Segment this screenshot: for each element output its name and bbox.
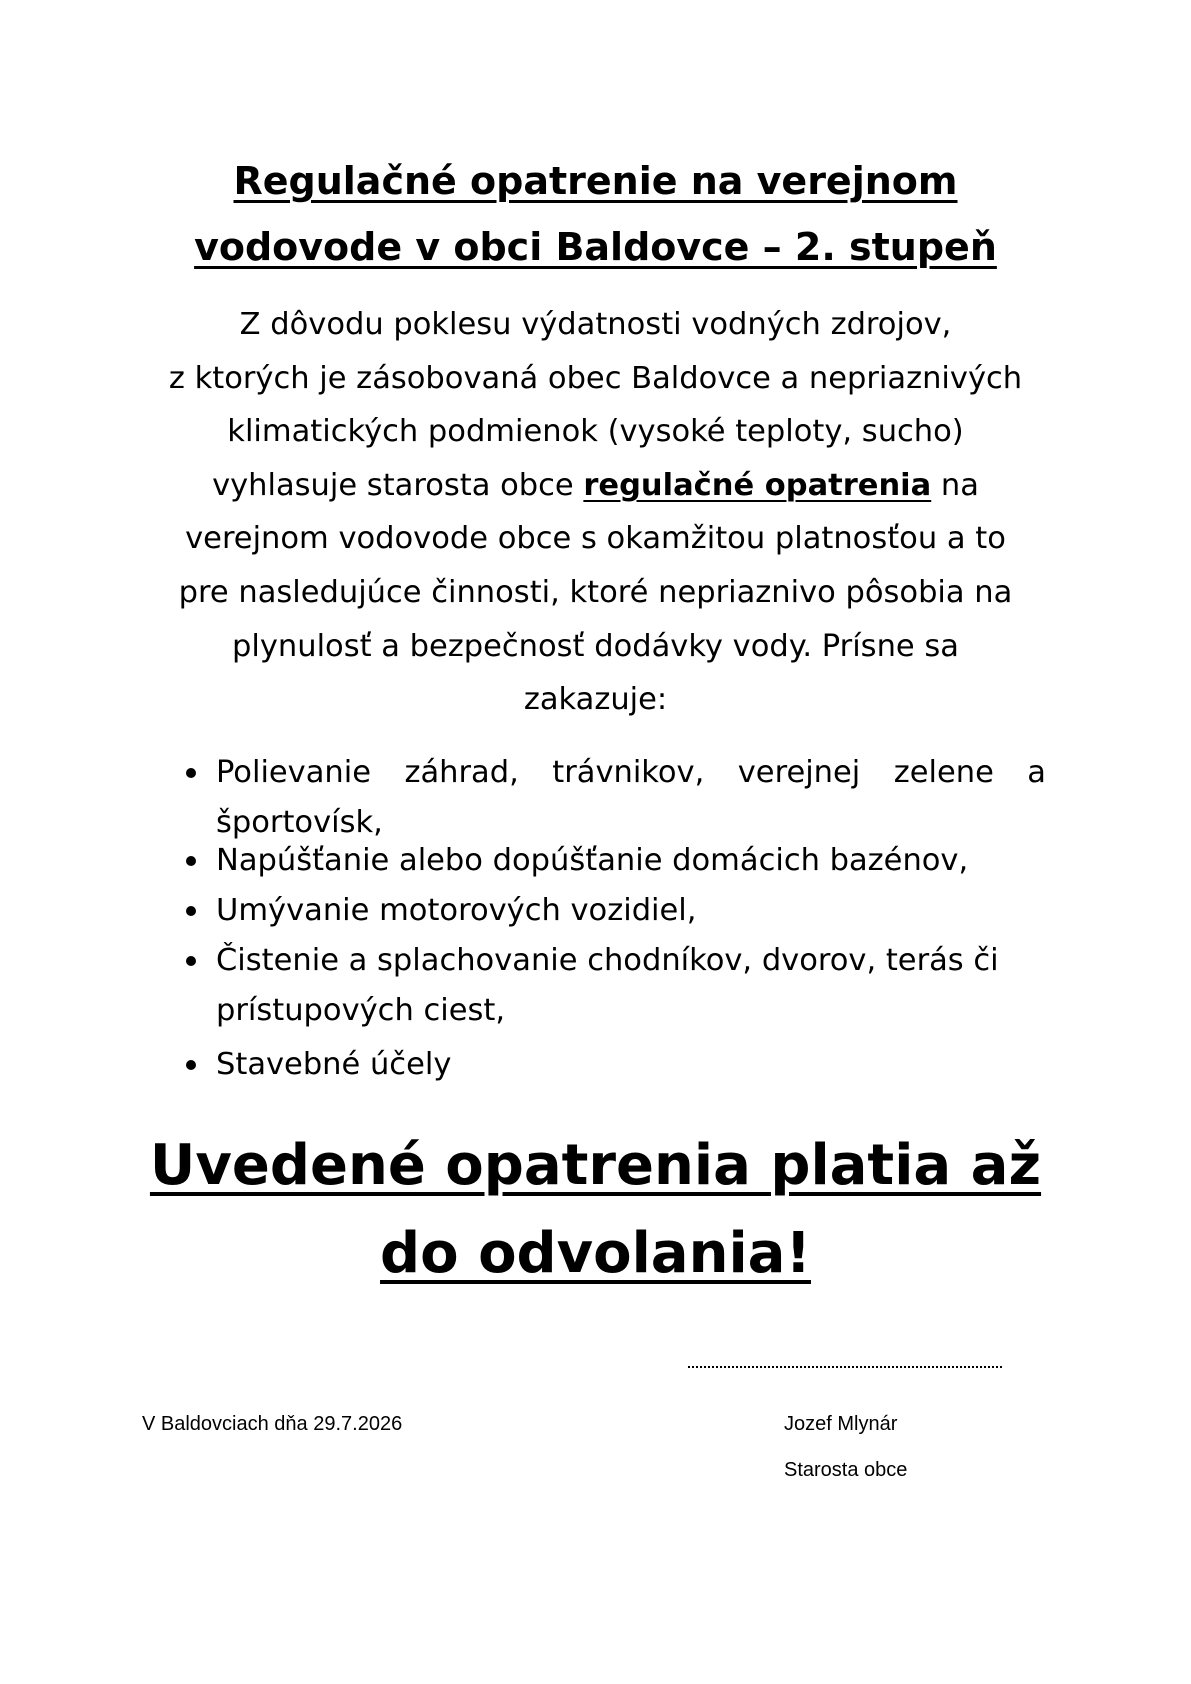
- bullet-icon: [186, 956, 196, 966]
- signer-name: Jozef Mlynár: [784, 1413, 898, 1435]
- closing-line-2: [0, 1210, 1191, 1298]
- place-and-date: V Baldovciach dňa 29.7.2026: [142, 1413, 403, 1435]
- signer-role: Starosta obce: [784, 1459, 908, 1481]
- title-line-2: vodovode v obci Baldovce – 2. stupeň: [194, 225, 997, 269]
- intro-line-4-end: na: [931, 467, 979, 503]
- closing-statement: [0, 1122, 1191, 1298]
- intro-line-7: plynulosť a bezpečnosť dodávky vody. Prísne sa: [232, 628, 959, 664]
- bullet-icon: [186, 856, 196, 866]
- bullet-icon: [186, 1060, 196, 1070]
- list-item-text: Stavebné účely: [216, 1047, 452, 1082]
- list-item-text: Napúšťanie alebo dopúšťanie domácich bazénov,: [216, 843, 969, 878]
- bullet-icon: [186, 906, 196, 916]
- intro-line-8: zakazuje:: [523, 682, 668, 718]
- signature-line: [688, 1366, 1002, 1368]
- regulation-measures-emphasis: regulačné opatrenia: [583, 467, 932, 503]
- closing-line-1-text: Uvedené opatrenia platia až: [149, 1133, 1042, 1198]
- closing-line-2-text: do odvolania!: [380, 1221, 811, 1286]
- intro-line-4-start: vyhlasuje starosta obce: [212, 467, 584, 503]
- list-item-text: Umývanie motorových vozidiel,: [216, 893, 697, 928]
- list-item-text: Čistenie a splachovanie chodníkov, dvorov, terás či prístupových ciest,: [216, 943, 999, 1028]
- intro-line-5: verejnom vodovode obce s okamžitou platnosťou a to: [185, 521, 1006, 557]
- intro-line-6: pre nasledujúce činnosti, ktoré nepriaznivo pôsobia na: [178, 574, 1013, 610]
- document-title: [0, 148, 1191, 280]
- intro-line-1: Z dôvodu poklesu výdatnosti vodných zdrojov,: [239, 307, 952, 342]
- intro-line-3: klimatických podmienok (vysoké teploty, sucho): [227, 414, 964, 450]
- intro-paragraph: [120, 298, 1071, 727]
- intro-line-4: [120, 459, 1071, 513]
- list-item-text: Polievanie záhrad, trávnikov, verejnej zelene a športovísk,: [216, 755, 1046, 840]
- bullet-icon: [186, 768, 196, 778]
- intro-line-2: z ktorých je zásobovaná obec Baldovce a nepriaznivých: [168, 360, 1023, 396]
- title-line-1: Regulačné opatrenie na verejnom: [233, 159, 958, 203]
- closing-line-1: [0, 1122, 1191, 1210]
